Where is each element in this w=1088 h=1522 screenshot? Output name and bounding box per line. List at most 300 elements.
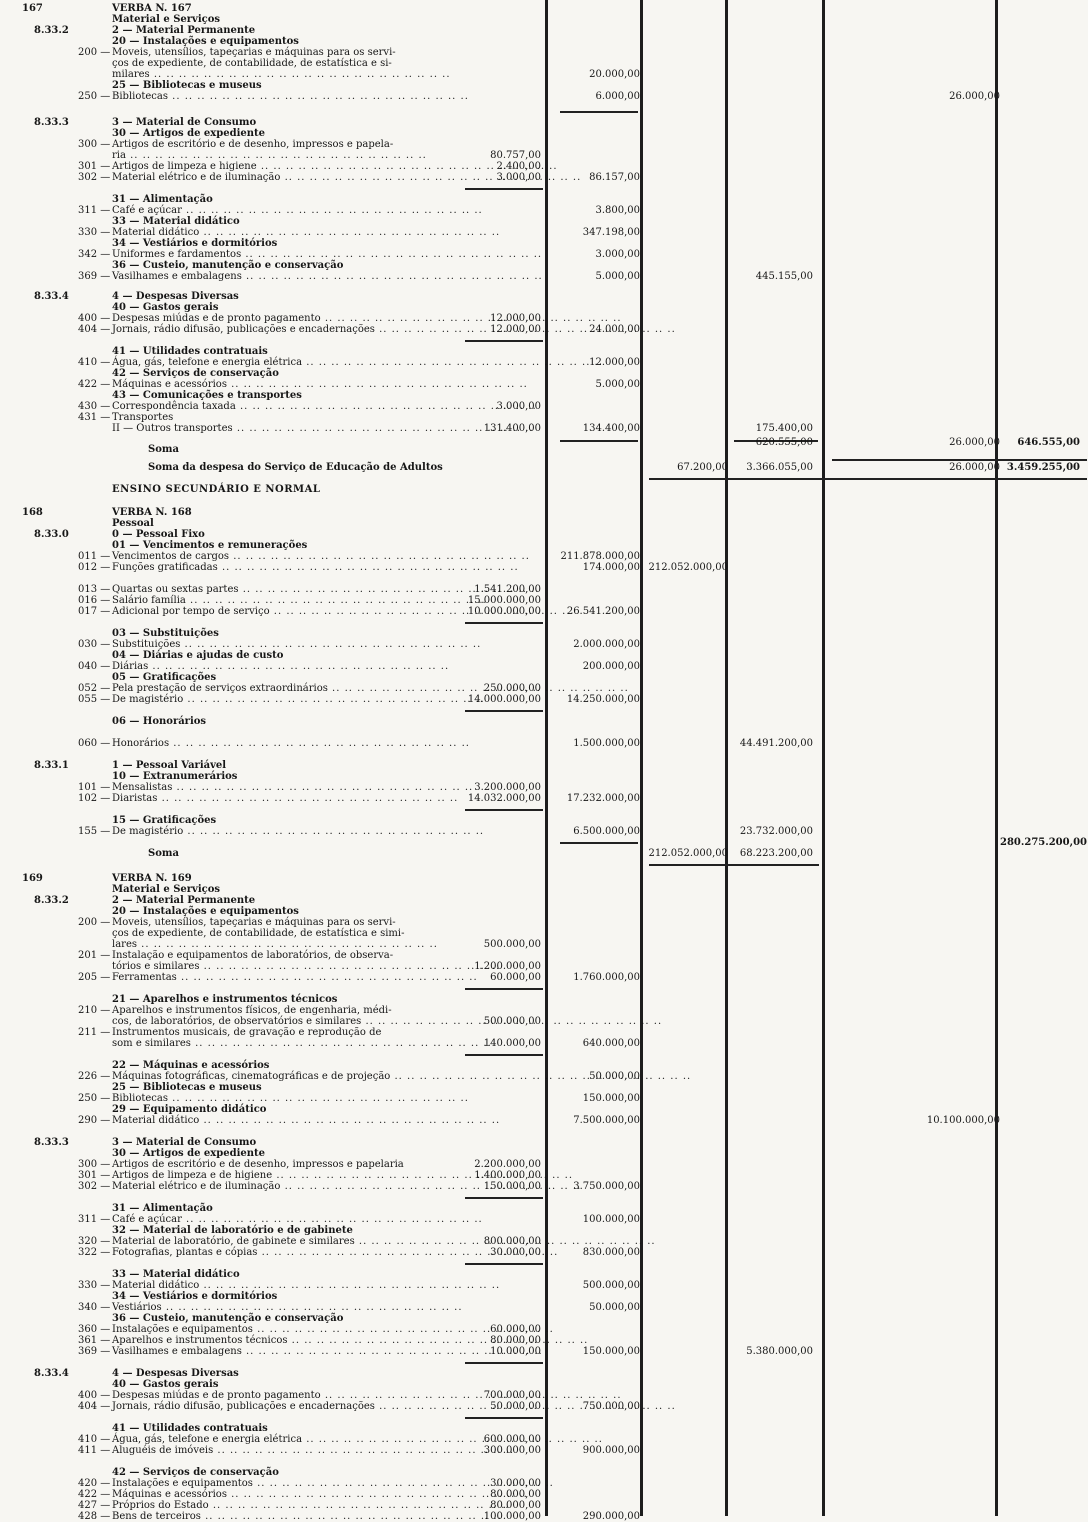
section-heading: VERBA N. 168	[112, 507, 192, 518]
item-code: 060 —	[78, 738, 111, 749]
section-heading: 31 — Alimentação	[112, 1203, 213, 1214]
budget-line	[0, 313, 1088, 324]
budget-line	[0, 1489, 1088, 1500]
budget-line	[0, 950, 1088, 961]
section-heading: 04 — Diárias e ajudas de custo	[112, 650, 284, 661]
section-heading: 22 — Máquinas e acessórios	[112, 1060, 270, 1071]
item-description: Salário família .. ..	[112, 595, 487, 606]
section-heading: 2 — Material Permanente	[112, 25, 256, 36]
section-heading: 25 — Bibliotecas e museus	[112, 80, 262, 91]
section-heading: Soma	[148, 444, 179, 455]
budget-line	[0, 205, 1088, 216]
amount-col-1: 80.000,00	[490, 1489, 541, 1500]
amount-col-1: 50.000,00	[490, 1401, 541, 1412]
section-heading: 42 — Serviços de conservação	[112, 1467, 279, 1478]
amount-col-2: 6.500.000,00	[573, 826, 640, 837]
item-description: Vencimentos de cargos .. ..	[112, 551, 530, 562]
item-description: Moveis, utensílios, tapeçarias e máquinas para os servi-	[112, 47, 396, 58]
verba-number: 167	[22, 3, 43, 14]
item-description: Despesas miúdas e de pronto pagamento .. ..	[112, 313, 622, 324]
budget-line	[0, 1148, 1088, 1159]
budget-line	[0, 1302, 1088, 1313]
item-code: 360 —	[78, 1324, 111, 1335]
amount-col-1: 1.541.200,00	[474, 584, 541, 595]
item-description: Adicional por tempo de serviço .. ..	[112, 606, 571, 617]
amount-col-4: 620.555,00	[755, 437, 813, 448]
item-description: Mensalistas .. ..	[112, 782, 473, 793]
budget-line	[0, 444, 1088, 455]
budget-line	[0, 260, 1088, 271]
amount-col-1: 150.000,00	[483, 1181, 541, 1192]
amount-col-1: 14.000.000,00	[467, 694, 541, 705]
item-code: 422 —	[78, 379, 111, 390]
budget-line	[0, 368, 1088, 379]
amount-col-1: 1.200.000,00	[474, 961, 541, 972]
amount-col-5: 10.100.000,00	[926, 1115, 1000, 1126]
sum-rule	[465, 1362, 543, 1364]
amount-col-1: 12.000,00	[490, 324, 541, 335]
item-description: Aparelhos e instrumentos físicos, de engenharia, médi-	[112, 1005, 392, 1016]
budget-line	[0, 782, 1088, 793]
budget-line	[0, 3, 1088, 14]
item-description: Instalações e equipamentos .. ..	[112, 1324, 554, 1335]
item-code: 011 —	[78, 551, 111, 562]
budget-line	[0, 1236, 1088, 1247]
budget-line	[0, 1379, 1088, 1390]
item-description: Material de laboratório, de gabinete e similares .. ..	[112, 1236, 656, 1247]
amount-col-1: 10.000,00	[490, 1346, 541, 1357]
budget-line	[0, 1423, 1088, 1434]
account-code: 8.33.3	[34, 1137, 69, 1148]
budget-line	[0, 650, 1088, 661]
budget-line	[0, 69, 1088, 80]
budget-line	[0, 540, 1088, 551]
budget-line	[0, 1093, 1088, 1104]
budget-line	[0, 1225, 1088, 1236]
budget-line	[0, 1335, 1088, 1346]
item-description: Máquinas fotográficas, cinematográficas e de projeção .. ..	[112, 1071, 691, 1082]
item-description: ria .. ..	[112, 150, 427, 161]
item-code: 361 —	[78, 1335, 111, 1346]
amount-col-1: 80.757,00	[490, 150, 541, 161]
budget-line	[0, 1401, 1088, 1412]
amount-col-1: 60.000,00	[490, 1324, 541, 1335]
item-description: Transportes	[112, 412, 174, 423]
amount-col-2: 3.750.000,00	[573, 1181, 640, 1192]
section-heading: 03 — Substituições	[112, 628, 219, 639]
budget-line	[0, 1137, 1088, 1148]
budget-line	[0, 346, 1088, 357]
budget-line	[0, 906, 1088, 917]
item-code: 016 —	[78, 595, 111, 606]
amount-col-4: 175.400,00	[755, 423, 813, 434]
budget-line	[0, 1291, 1088, 1302]
item-description: cos, de laboratórios, de observatórios e similares .. ..	[112, 1016, 662, 1027]
budget-line	[0, 1313, 1088, 1324]
amount-col-2: 5.000,00	[595, 379, 640, 390]
amount-col-1: 12.000,00	[490, 313, 541, 324]
budget-line	[0, 1214, 1088, 1225]
budget-line	[0, 1390, 1088, 1401]
item-code: 205 —	[78, 972, 111, 983]
account-code: 8.33.1	[34, 760, 69, 771]
budget-line	[0, 917, 1088, 928]
section-title: ENSINO SECUNDÁRIO E NORMAL	[112, 484, 321, 495]
item-code: 320 —	[78, 1236, 111, 1247]
item-description: Jornais, rádio difusão, publicações e encadernações .. ..	[112, 324, 676, 335]
section-heading: 4 — Despesas Diversas	[112, 1368, 239, 1379]
budget-line	[0, 1060, 1088, 1071]
account-code: 8.33.4	[34, 291, 69, 302]
budget-line	[0, 1159, 1088, 1170]
amount-col-2: 7.500.000,00	[573, 1115, 640, 1126]
item-code: 427 —	[78, 1500, 111, 1511]
item-code: 200 —	[78, 917, 111, 928]
section-heading: Material e Serviços	[112, 14, 221, 25]
item-description: Material elétrico e de iluminação .. ..	[112, 172, 581, 183]
item-description: Água, gás, telefone e energia elétrica .. ..	[112, 1434, 603, 1445]
budget-line	[0, 1467, 1088, 1478]
item-code: 369 —	[78, 271, 111, 282]
budget-line	[0, 1071, 1088, 1082]
item-code: 369 —	[78, 1346, 111, 1357]
budget-line	[0, 1445, 1088, 1456]
item-description: Diárias .. ..	[112, 661, 449, 672]
budget-line	[0, 562, 1088, 573]
item-description: Próprios do Estado .. ..	[112, 1500, 510, 1511]
item-description: Bibliotecas .. ..	[112, 1093, 469, 1104]
budget-line	[0, 1115, 1088, 1126]
item-description: Material elétrico e de iluminação .. ..	[112, 1181, 581, 1192]
budget-line	[0, 793, 1088, 804]
section-heading: Pessoal	[112, 518, 154, 529]
amount-col-2: 14.250.000,00	[566, 694, 640, 705]
budget-line	[0, 1082, 1088, 1093]
budget-line	[0, 639, 1088, 650]
section-heading: 25 — Bibliotecas e museus	[112, 1082, 262, 1093]
item-description: milares .. ..	[112, 69, 451, 80]
item-code: 330 —	[78, 1280, 111, 1291]
amount-col-1: 140.000,00	[483, 1038, 541, 1049]
item-code: 340 —	[78, 1302, 111, 1313]
amount-col-1: 800.000,00	[483, 1236, 541, 1247]
sum-rule	[465, 988, 543, 990]
amount-col-3: 67.200,00	[677, 462, 728, 473]
item-code: 250 —	[78, 91, 111, 102]
section-heading: 3 — Material de Consumo	[112, 117, 257, 128]
budget-line	[0, 815, 1088, 826]
section-heading: 42 — Serviços de conservação	[112, 368, 279, 379]
item-description: Moveis, utensílios, tapeçarias e máquinas para os servi-	[112, 917, 396, 928]
budget-line	[0, 194, 1088, 205]
section-heading: 34 — Vestiários e dormitórios	[112, 1291, 278, 1302]
item-code: 302 —	[78, 172, 111, 183]
item-description: som e similares .. ..	[112, 1038, 492, 1049]
amount-col-1: 3.000,00	[496, 401, 541, 412]
sum-rule	[465, 710, 543, 712]
item-description: Ferramentas .. ..	[112, 972, 478, 983]
budget-line	[0, 1324, 1088, 1335]
amount-col-2: 830.000,00	[582, 1247, 640, 1258]
budget-line	[0, 628, 1088, 639]
item-description: Correspondência taxada .. ..	[112, 401, 537, 412]
amount-col-2: 200.000,00	[582, 661, 640, 672]
item-code: 411 —	[78, 1445, 111, 1456]
amount-col-4: 3.366.055,00	[746, 462, 813, 473]
item-description: ços de expediente, de contabilidade, de estatística e simi-	[112, 928, 405, 939]
item-code: 430 —	[78, 401, 111, 412]
item-code: 200 —	[78, 47, 111, 58]
section-heading: 41 — Utilidades contratuais	[112, 346, 268, 357]
section-heading: 36 — Custeio, manutenção e conservação	[112, 1313, 344, 1324]
budget-line	[0, 324, 1088, 335]
section-heading: 34 — Vestiários e dormitórios	[112, 238, 278, 249]
amount-col-6: 3.459.255,00	[1006, 462, 1080, 473]
amount-col-1: 2.400,00	[496, 161, 541, 172]
section-heading: VERBA N. 167	[112, 3, 192, 14]
amount-col-2: 24.000,00	[589, 324, 640, 335]
budget-line	[0, 161, 1088, 172]
item-description: Jornais, rádio difusão, publicações e encadernações .. ..	[112, 1401, 676, 1412]
budget-line	[0, 1269, 1088, 1280]
account-code: 8.33.2	[34, 895, 69, 906]
item-description: tórios e similares .. ..	[112, 961, 500, 972]
amount-col-2: 211.878.000,00	[560, 551, 640, 562]
budget-line	[0, 423, 1088, 434]
item-code: 400 —	[78, 1390, 111, 1401]
budget-line	[0, 291, 1088, 302]
budget-line	[0, 961, 1088, 972]
account-code: 8.33.2	[34, 25, 69, 36]
amount-col-2: 347.198,00	[582, 227, 640, 238]
amount-col-4: 23.732.000,00	[739, 826, 813, 837]
budget-line	[0, 150, 1088, 161]
amount-col-2: 1.500.000,00	[573, 738, 640, 749]
budget-line	[0, 117, 1088, 128]
account-code: 8.33.0	[34, 529, 69, 540]
sum-rule	[465, 340, 543, 342]
amount-col-1: 80.000,00	[490, 1500, 541, 1511]
amount-col-2: 50.000,00	[589, 1071, 640, 1082]
item-code: 226 —	[78, 1071, 111, 1082]
budget-line	[0, 939, 1088, 950]
item-description: Artigos de escritório e de desenho, impressos e papela-	[112, 139, 394, 150]
item-description: Fotografias, plantas e cópias .. ..	[112, 1247, 558, 1258]
item-code: 300 —	[78, 1159, 111, 1170]
item-description: Pela prestação de serviços extraordinários .. ..	[112, 683, 629, 694]
budget-line	[0, 826, 1088, 837]
budget-line	[0, 771, 1088, 782]
item-description: Uniformes e fardamentos .. ..	[112, 249, 542, 260]
item-description: Instrumentos musicais, de gravação e reprodução de	[112, 1027, 382, 1038]
sum-rule	[832, 459, 1087, 461]
budget-line	[0, 884, 1088, 895]
budget-line	[0, 606, 1088, 617]
budget-line	[0, 1500, 1088, 1511]
amount-col-2: 3.000,00	[595, 249, 640, 260]
item-code: 404 —	[78, 1401, 111, 1412]
amount-col-1: 30.000,00	[490, 1478, 541, 1489]
amount-col-1: 15.000.000,00	[467, 595, 541, 606]
amount-col-4: 44.491.200,00	[739, 738, 813, 749]
amount-col-2: 100.000,00	[582, 1214, 640, 1225]
budget-line	[0, 837, 1088, 848]
item-description: II — Outros transportes .. ..	[112, 423, 534, 434]
item-description: Material didático .. ..	[112, 1280, 500, 1291]
amount-col-2: 134.400,00	[582, 423, 640, 434]
budget-line	[0, 238, 1088, 249]
item-code: 101 —	[78, 782, 111, 793]
section-heading: 01 — Vencimentos e remunerações	[112, 540, 308, 551]
budget-line	[0, 1511, 1088, 1522]
section-heading: 1 — Pessoal Variável	[112, 760, 227, 771]
amount-col-2: 640.000,00	[582, 1038, 640, 1049]
section-heading: 29 — Equipamento didático	[112, 1104, 267, 1115]
amount-col-2: 3.800,00	[595, 205, 640, 216]
amount-col-1: 100.000,00	[483, 1511, 541, 1522]
section-heading: 4 — Despesas Diversas	[112, 291, 239, 302]
item-code: 290 —	[78, 1115, 111, 1126]
item-code: 301 —	[78, 161, 111, 172]
item-description: Máquinas e acessórios .. ..	[112, 1489, 528, 1500]
item-code: 301 —	[78, 1170, 111, 1181]
item-code: 322 —	[78, 1247, 111, 1258]
budget-line	[0, 551, 1088, 562]
budget-line	[0, 128, 1088, 139]
item-code: 302 —	[78, 1181, 111, 1192]
item-description: Aluguéis de imóveis .. ..	[112, 1445, 514, 1456]
item-code: 012 —	[78, 562, 111, 573]
budget-line	[0, 47, 1088, 58]
budget-line	[0, 694, 1088, 705]
amount-col-2: 17.232.000,00	[566, 793, 640, 804]
budget-line	[0, 1247, 1088, 1258]
amount-col-5: 26.000,00	[949, 437, 1000, 448]
item-code: 211 —	[78, 1027, 111, 1038]
budget-line	[0, 1016, 1088, 1027]
section-heading: Soma da despesa do Serviço de Educação de Adultos	[148, 462, 443, 473]
section-heading: 15 — Gratificações	[112, 815, 217, 826]
amount-col-6: 646.555,00	[1017, 437, 1080, 448]
section-heading: 0 — Pessoal Fixo	[112, 529, 205, 540]
budget-line	[0, 357, 1088, 368]
amount-col-2: 290.000,00	[582, 1511, 640, 1522]
item-code: 410 —	[78, 357, 111, 368]
budget-line	[0, 271, 1088, 282]
budget-line	[0, 172, 1088, 183]
section-heading: 2 — Material Permanente	[112, 895, 256, 906]
amount-col-2: 50.000,00	[589, 1302, 640, 1313]
item-description: Café e açúcar .. ..	[112, 205, 483, 216]
amount-col-1: 300.000,00	[483, 1445, 541, 1456]
item-code: 431 —	[78, 412, 111, 423]
amount-col-1: 250.000,00	[483, 683, 541, 694]
budget-line	[0, 25, 1088, 36]
item-description: Funções gratificadas .. ..	[112, 562, 519, 573]
item-description: Material didático .. ..	[112, 227, 500, 238]
budget-line	[0, 672, 1088, 683]
item-code: 017 —	[78, 606, 111, 617]
section-heading: Material e Serviços	[112, 884, 221, 895]
budget-line	[0, 716, 1088, 727]
item-description: De magistério .. ..	[112, 826, 484, 837]
item-code: 155 —	[78, 826, 111, 837]
item-description: Vestiários .. ..	[112, 1302, 463, 1313]
item-code: 342 —	[78, 249, 111, 260]
budget-line	[0, 14, 1088, 25]
budget-line	[0, 895, 1088, 906]
amount-col-6: 280.275.200,00	[1000, 837, 1087, 848]
item-description: Material didático .. ..	[112, 1115, 500, 1126]
item-description: De magistério .. ..	[112, 694, 484, 705]
amount-col-2: 12.000,00	[589, 357, 640, 368]
item-code: 404 —	[78, 324, 111, 335]
budget-line	[0, 1434, 1088, 1445]
amount-col-2: 20.000,00	[589, 69, 640, 80]
budget-line	[0, 1203, 1088, 1214]
item-description: Bibliotecas .. ..	[112, 91, 469, 102]
amount-col-1: 131.400,00	[483, 423, 541, 434]
budget-line	[0, 972, 1088, 983]
budget-line	[0, 379, 1088, 390]
sum-rule	[465, 1054, 543, 1056]
item-code: 311 —	[78, 205, 111, 216]
amount-col-3: 212.052.000,00	[648, 848, 728, 859]
item-description: Diaristas .. ..	[112, 793, 458, 804]
budget-line	[0, 738, 1088, 749]
amount-col-1: 80.000,00	[490, 1335, 541, 1346]
amount-col-4: 5.380.000,00	[746, 1346, 813, 1357]
item-description: Honorários .. ..	[112, 738, 470, 749]
item-code: 040 —	[78, 661, 111, 672]
section-heading: 10 — Extranumerários	[112, 771, 238, 782]
budget-line	[0, 401, 1088, 412]
sum-rule	[465, 1263, 543, 1265]
section-heading: 31 — Alimentação	[112, 194, 213, 205]
item-description: Aparelhos e instrumentos técnicos .. ..	[112, 1335, 588, 1346]
budget-line	[0, 139, 1088, 150]
section-heading: 30 — Artigos de expediente	[112, 128, 266, 139]
item-code: 052 —	[78, 683, 111, 694]
amount-col-1: 10.000.000,00	[467, 606, 541, 617]
amount-col-1: 500.000,00	[483, 939, 541, 950]
section-heading: 40 — Gastos gerais	[112, 302, 219, 313]
amount-col-1: 3.000,00	[496, 172, 541, 183]
section-heading: 20 — Instalações e equipamentos	[112, 906, 299, 917]
section-heading: 21 — Aparelhos e instrumentos técnicos	[112, 994, 338, 1005]
section-heading: 05 — Gratificações	[112, 672, 217, 683]
budget-line	[0, 91, 1088, 102]
budget-line	[0, 584, 1088, 595]
item-code: 055 —	[78, 694, 111, 705]
budget-line	[0, 1346, 1088, 1357]
budget-line	[0, 760, 1088, 771]
amount-col-1: 600.000,00	[483, 1434, 541, 1445]
budget-line	[0, 80, 1088, 91]
amount-col-4: 68.223.200,00	[739, 848, 813, 859]
account-code: 8.33.4	[34, 1368, 69, 1379]
item-code: 102 —	[78, 793, 111, 804]
budget-line	[0, 529, 1088, 540]
section-heading: VERBA N. 169	[112, 873, 192, 884]
budget-line	[0, 1280, 1088, 1291]
sum-rule	[649, 478, 1087, 480]
budget-line	[0, 928, 1088, 939]
item-code: 030 —	[78, 639, 111, 650]
amount-col-1: 60.000,00	[490, 972, 541, 983]
amount-col-2: 2.000.000,00	[573, 639, 640, 650]
item-code: 311 —	[78, 1214, 111, 1225]
